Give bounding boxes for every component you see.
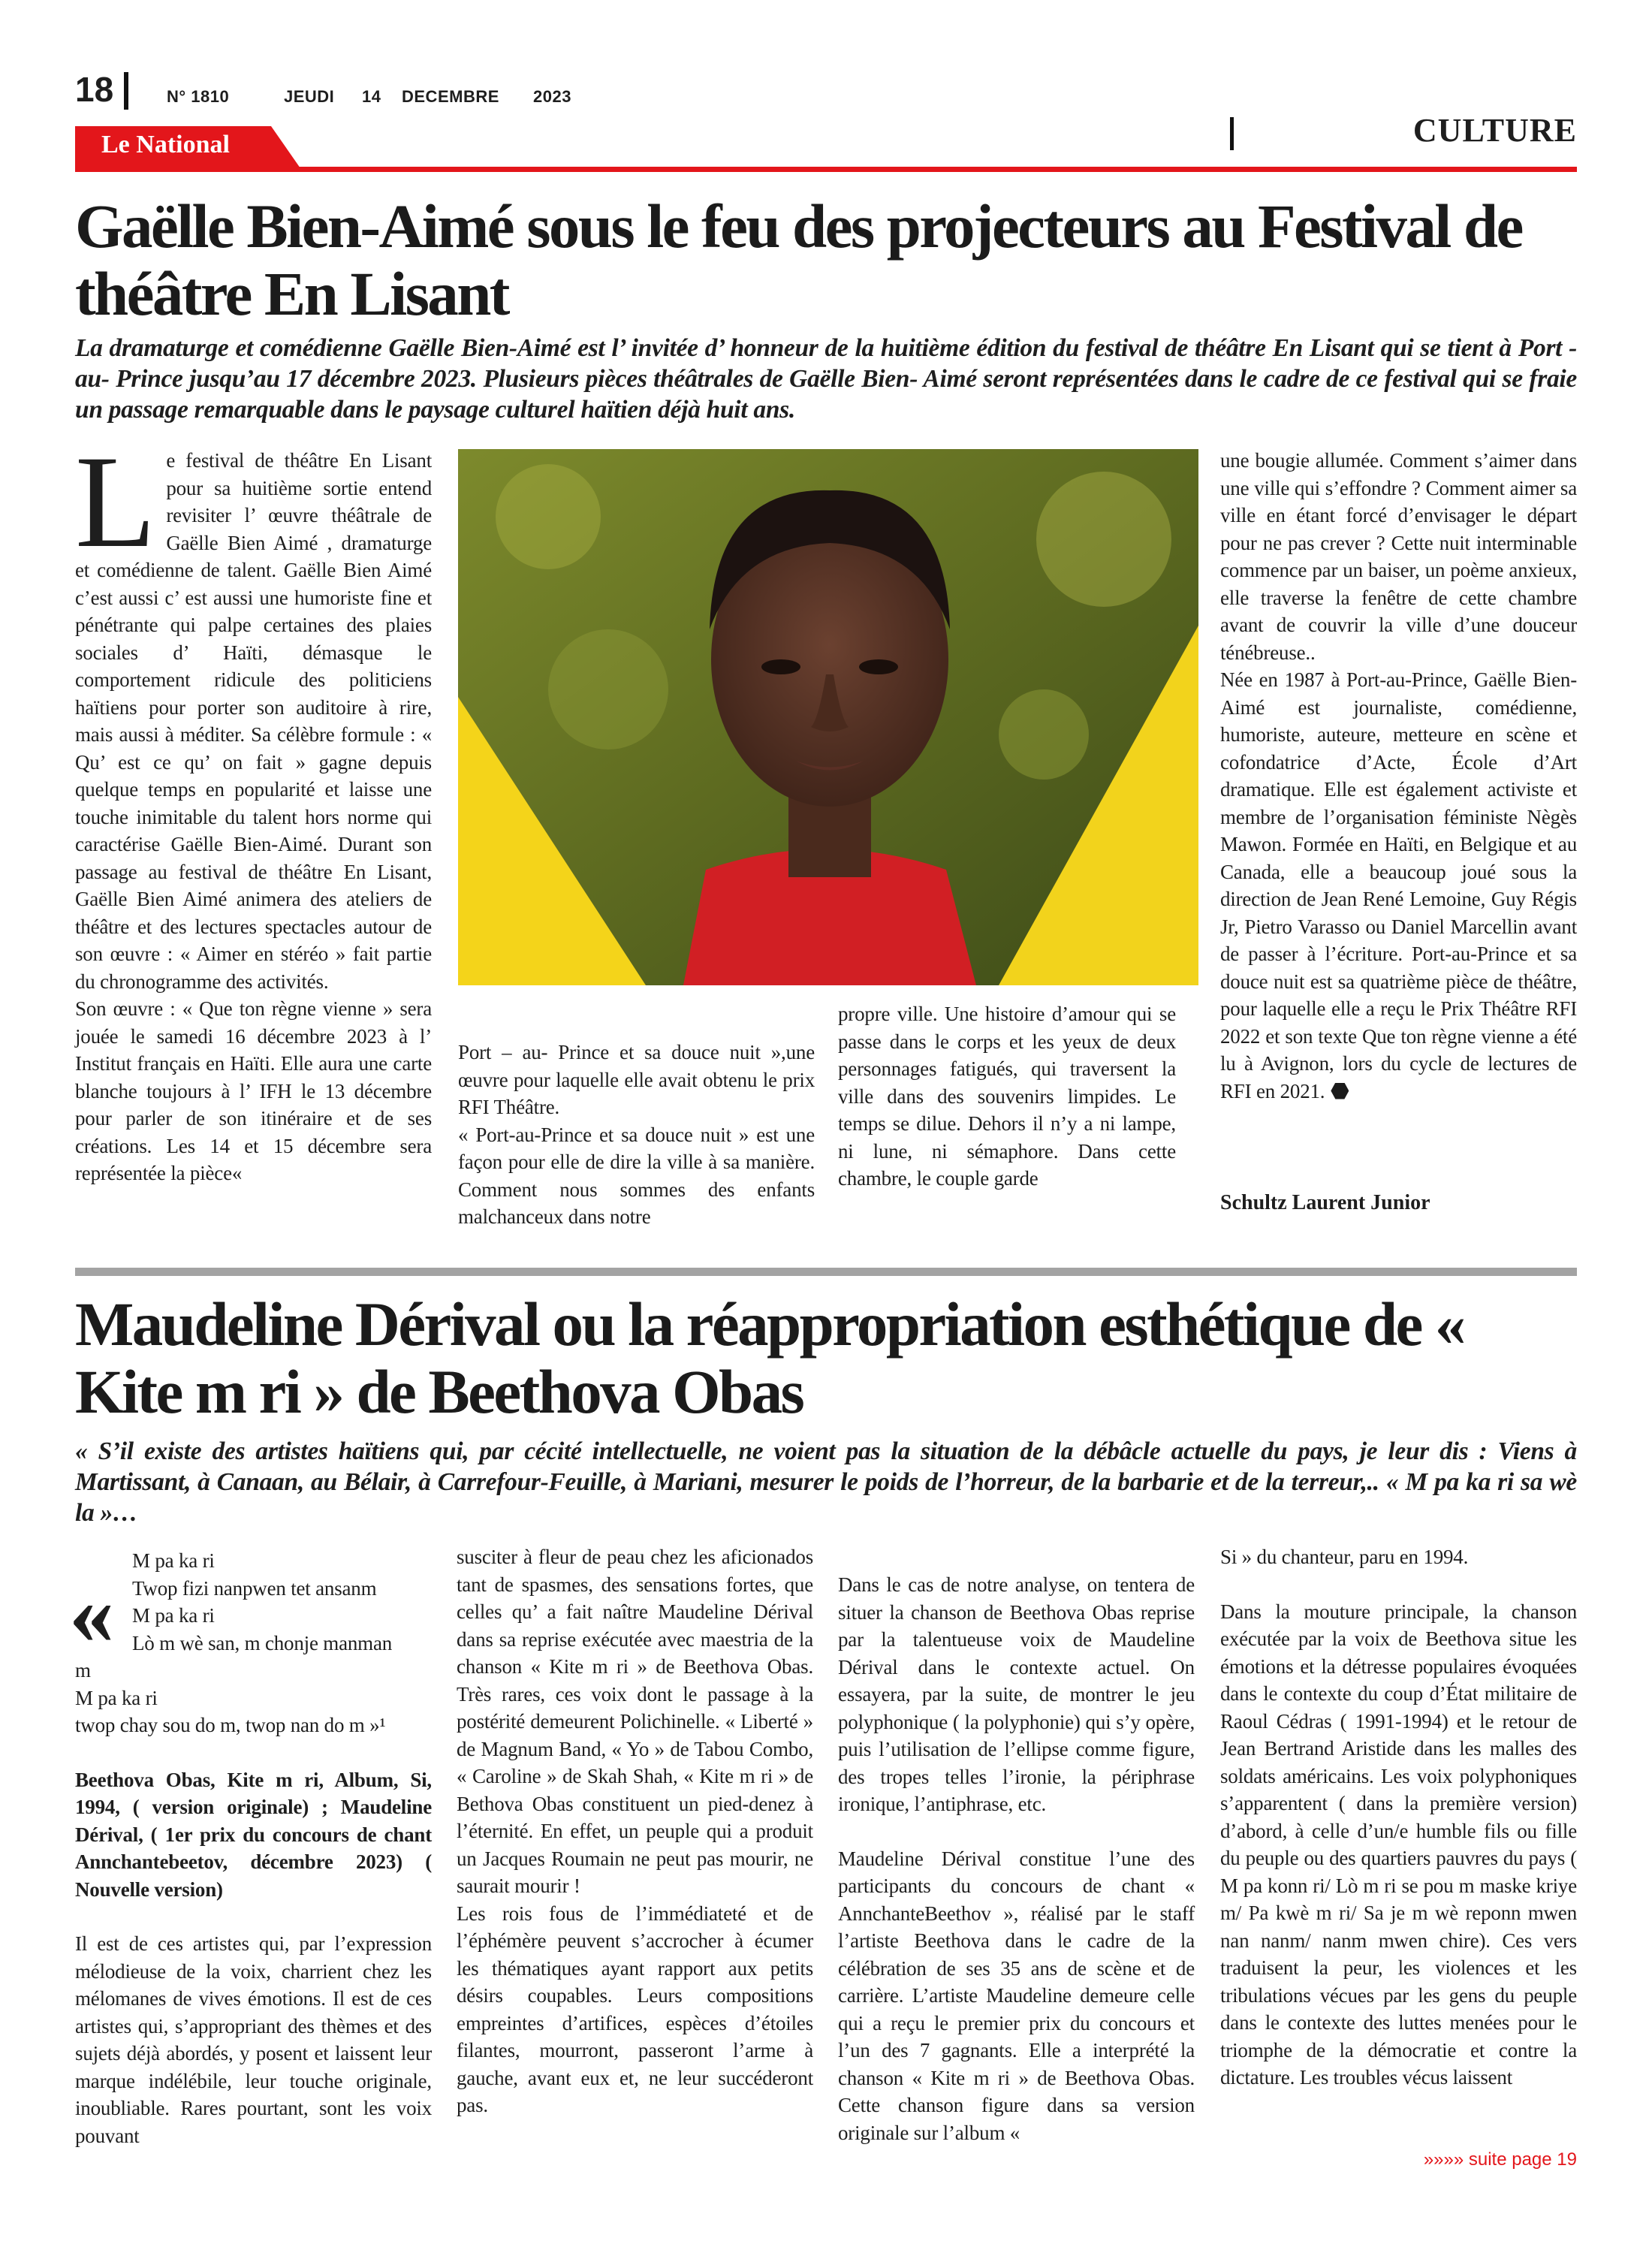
poem-line: Lò m wè san, m chonje manman [132,1631,393,1654]
date-month: DECEMBRE [402,87,499,106]
poem-line: M pa ka ri [75,1686,158,1709]
poem-line: twop chay sou do m, twop nan do m »¹ [75,1714,386,1736]
page-number: 18 [75,70,114,109]
article-1-paragraph: « Port-au-Prince et sa douce nuit » est une façon pour elle de dire la ville à sa manière. Comment nous sommes des enfants malchanceux dans notre [458,1123,815,1228]
article-2-paragraph: Dans le cas de notre analyse, on tentera de situer la chanson de Beethova Obas reprise par la talentueuse voix de Maudeline Dérival dans le contexte actuel. On essayera, par la suite, de montrer le jeu polyphonique ( la polyphonie) qui s’y opère, puis l’utilisation de l’ellipse comme figure, des tropes telles l’ironie, la périphrase ironique, l’antiphrase, etc. [838,1573,1195,1815]
portrait-photo [458,449,1198,985]
poem-line: m [75,1659,91,1681]
poem-line: M pa ka ri [132,1549,215,1572]
article-2-paragraph: susciter à fleur de peau chez les aficionados tant de spasmes, des sensations fortes, que celles qu’ a fait naître Maudeline Dérival dans sa reprise exécutée avec maestria de la chanson « Kite m ri » de Beethova Obas. Très rares, ces voix dont le passage à la postérité demeurent Polichinelle. « Liberté » de Magnum Band, « Yo » de Tabou Combo, « Caroline » de Skah Shah, « Kite m ri » de Bethova Obas constituent un pied-denez à l’éternité. En effet, un peuple qui a produit un Jacques Roumain ne peut pas mourir, ne saurait mourir ! [457,1546,813,1897]
song-reference: Beethova Obas, Kite m ri, Album, Si, 1994, ( version originale) ; Maudeline Dérival, ( 1er prix du concours de chant Annchantebeetov, décembre 2023) ( Nouvelle version) [75,1768,432,1901]
article-2-column-2 [457,1543,813,2119]
portrait-illustration [458,449,1198,985]
weekday: JEUDI [284,87,335,106]
date-day: 14 [362,87,381,106]
article-1-paragraph: une bougie allumée. Comment s’aimer dans une ville qui s’effondre ? Comment aimer sa ville en étant forcé d’envisager le départ pour ne pas crever ? Cette nuit interminable commence par un baiser, un poème anxieux, elle traverse la fenêtre de cette chambre avant de couvrir la ville d’une douceur ténébreuse.. [1220,449,1577,664]
article-2-paragraph: Maudeline Dérival constitue l’une des participants du concours de chant « AnnchanteBeethov », réalisé par le staff l’artiste Beethova dans le cadre de la célébration de ses 35 ans de scène et de carrière. L’artiste Maudeline demeure celle qui a reçu le premier prix du concours et l’un des 7 gagnants. Elle a interprété la chanson « Kite m ri » de Beethova Obas. Cette chanson figure dans sa version originale sur l’album « [838,1847,1195,2144]
brand-label: Le National [101,131,230,158]
poem-line: Twop fizi nanpwen tet ansanm [132,1576,377,1600]
header-rule [75,167,1577,172]
article-2-lead: « S’il existe des artistes haïtiens qui, par cécité intellectuelle, ne voient pas la situation de la débâcle actuelle du pays, je leur dis : Viens à Martissant, à Canaan, au Bélair, à Carrefour-Feuille, à Mariani, mesurer le poids de l’horreur, de la barbarie et de la terreur,.. « M pa ka ri sa wè la »… [75,1437,1577,1527]
drop-cap: L [75,429,156,575]
article-1-paragraph: Son œuvre : « Que ton règne vienne » sera jouée le samedi 16 décembre 2023 à l’ Institut français en Haïti. Elle aura une carte blanche toujours à l’ IFH le 13 décembre pour parler de son itinéraire et de ses créations. Les 14 et 15 décembre sera représentée la pièce« [75,997,432,1184]
poem-line: M pa ka ri [132,1604,215,1627]
article-2-paragraph: Il est de ces artistes qui, par l’expression mélodieuse de la voix, charrient chez les mélomanes de vives émotions. Il est de ces artistes qui, s’appropriant des thèmes et des sujets déjà abordés, y posent et laissent leur marque indélébile, leur touche originale, inoubliable. Rares pourtant, sont les voix pouvant [75,1932,432,2147]
article-2-paragraph: Dans la mouture principale, la chanson exécutée par la voix de Beethova situe les émotions et la détresse populaires évoquées dans le contexte du coup d’État militaire de Raoul Cédras ( 1991-1994) et le retour de Jean Bertrand Aristide dans les malles des soldats américains. Les voix polyphoniques s’apparentent ( dans la première version) d’abord, à celle d’un/e humble fils ou fille du peuple ou des quartiers pauvres du pays ( M pa konn ri/ Lò m ri se pou m maske kriye m/ Pa kwè m ri/ Sa je m wè reponn mwen nan nanm/ nanm mwen chire). Ces vers traduisent la peur, les violences et les tribulations vécues par les gens du peuple dans le contexte des luttes menées pour le triomphe de la démocratie et contre la dictature. Les troubles vécus laissent [1220,1600,1577,2089]
article-2-paragraph: Si » du chanteur, paru en 1994. [1220,1546,1469,1568]
section-label: CULTURE [1412,112,1577,149]
article-1-column-2 [458,1039,815,1231]
article-1-paragraph: e festival de théâtre En Lisant pour sa huitième sortie entend revisiter l’ œuvre théâtrale de Gaëlle Bien Aimé , dramaturge et comédienne de talent. Gaëlle Bien Aimé c’est aussi c’ est aussi une humoriste fine et pénétrante qui palpe certaines des plaies sociales d’ Haïti, démasque le comportement ridicule des politiciens haïtiens pour porter son auditoire à rire, mais aussi à méditer. Sa célèbre formule : « Qu’ est ce qu’ on fait » gagne depuis quelque temps en popularité et laisse une touche inimitable du talent hors norme qui caractérise Gaëlle Bien-Aimé. Durant son passage au festival de théâtre En Lisant, Gaëlle Bien Aimé animera des ateliers de théâtre et des lectures spectacles autour de son œuvre : « Aimer en stéréo » fait partie du chronogramme des activités. [75,449,432,993]
article-1-column-3 [838,1000,1176,1193]
section-divider [1230,117,1234,150]
article-2-title: Maudeline Dérival ou la réappropriation esthétique de « Kite m ri » de Beethova Obas [75,1289,1464,1426]
article-separator [75,1268,1577,1276]
article-1-paragraph: Port – au- Prince et sa douce nuit »,une œuvre pour laquelle elle avait obtenu le prix RFI Théâtre. [458,1041,815,1118]
end-of-article-icon [1331,1083,1349,1099]
article-1-column-4 [1220,447,1577,1105]
article-2-column-1 [75,1547,432,2149]
article-1-column-1 [75,429,432,1187]
continued-on-page-link[interactable]: »»»» suite page 19 [1423,2149,1577,2170]
article-2-column-4 [1220,1543,1577,2092]
article-1-paragraph: propre ville. Une histoire d’amour qui se passe dans le corps et les yeux de deux personnages fatigués, qui traversent la ville dans des souvenirs limpides. Le temps se dilue. Dehors il n’y a ni lampe, ni lune, ni sémaphore. Dans cette chambre, le couple garde [838,1003,1176,1190]
article-1-paragraph [1220,666,1577,1105]
article-1-paragraph-text: Née en 1987 à Port-au-Prince, Gaëlle Bien-Aimé est journaliste, comédienne, humoriste, auteure, metteure en scène et cofondatrice d’Acte, École d’Art dramatique. Elle est également activiste et membre de l’organisation féministe Nègès Mawon. Formée en Haïti, en Belgique et au Canada, elle a beaucoup joué sous la direction de Jean René Lemoine, Guy Régis Jr, Pietro Varasso ou Daniel Marcellin avant de passer à l’écriture. Port-au-Prince et sa douce nuit est sa quatrième pièce de théâtre, pour laquelle elle a reçu le Prix Théâtre RFI 2022 et son texte Que ton règne vienne a été lu à Avignon, lors du cycle de lectures de RFI en 2021. [1220,668,1577,1102]
article-1-author: Schultz Laurent Junior [1220,1191,1430,1214]
article-2-column-3 [838,1571,1195,2146]
article-1-lead: La dramaturge et comédienne Gaëlle Bien-Aimé est l’ invitée d’ honneur de la huitième édition du festival de théâtre En Lisant qui se tient à Port - au- Prince jusqu’au 17 décembre 2023. Plusieurs pièces théâtrales de Gaëlle Bien- Aimé seront représentées dans le cadre de ce festival qui se fraie un passage remarquable dans le paysage culturel haïtien déjà huit ans. [75,334,1577,424]
issue-number: N° 1810 [167,87,230,106]
article-2-paragraph: Les rois fous de l’immédiateté et de l’éphémère peuvent s’accrocher à écumer les thématiques ayant rapport aux petits désirs coupables. Leurs compositions empreintes d’artifices, espèces d’étoiles filantes, mourront, passeront l’arme à gauche, avant eux et, ne leur succéderont pas. [457,1902,813,2116]
date-year: 2023 [533,87,571,106]
page-number-divider [124,72,128,110]
open-quote-mark: « [69,1563,114,1663]
article-1-title: Gaëlle Bien-Aimé sous le feu des projecteurs au Festival de théâtre En Lisant [75,192,1522,328]
